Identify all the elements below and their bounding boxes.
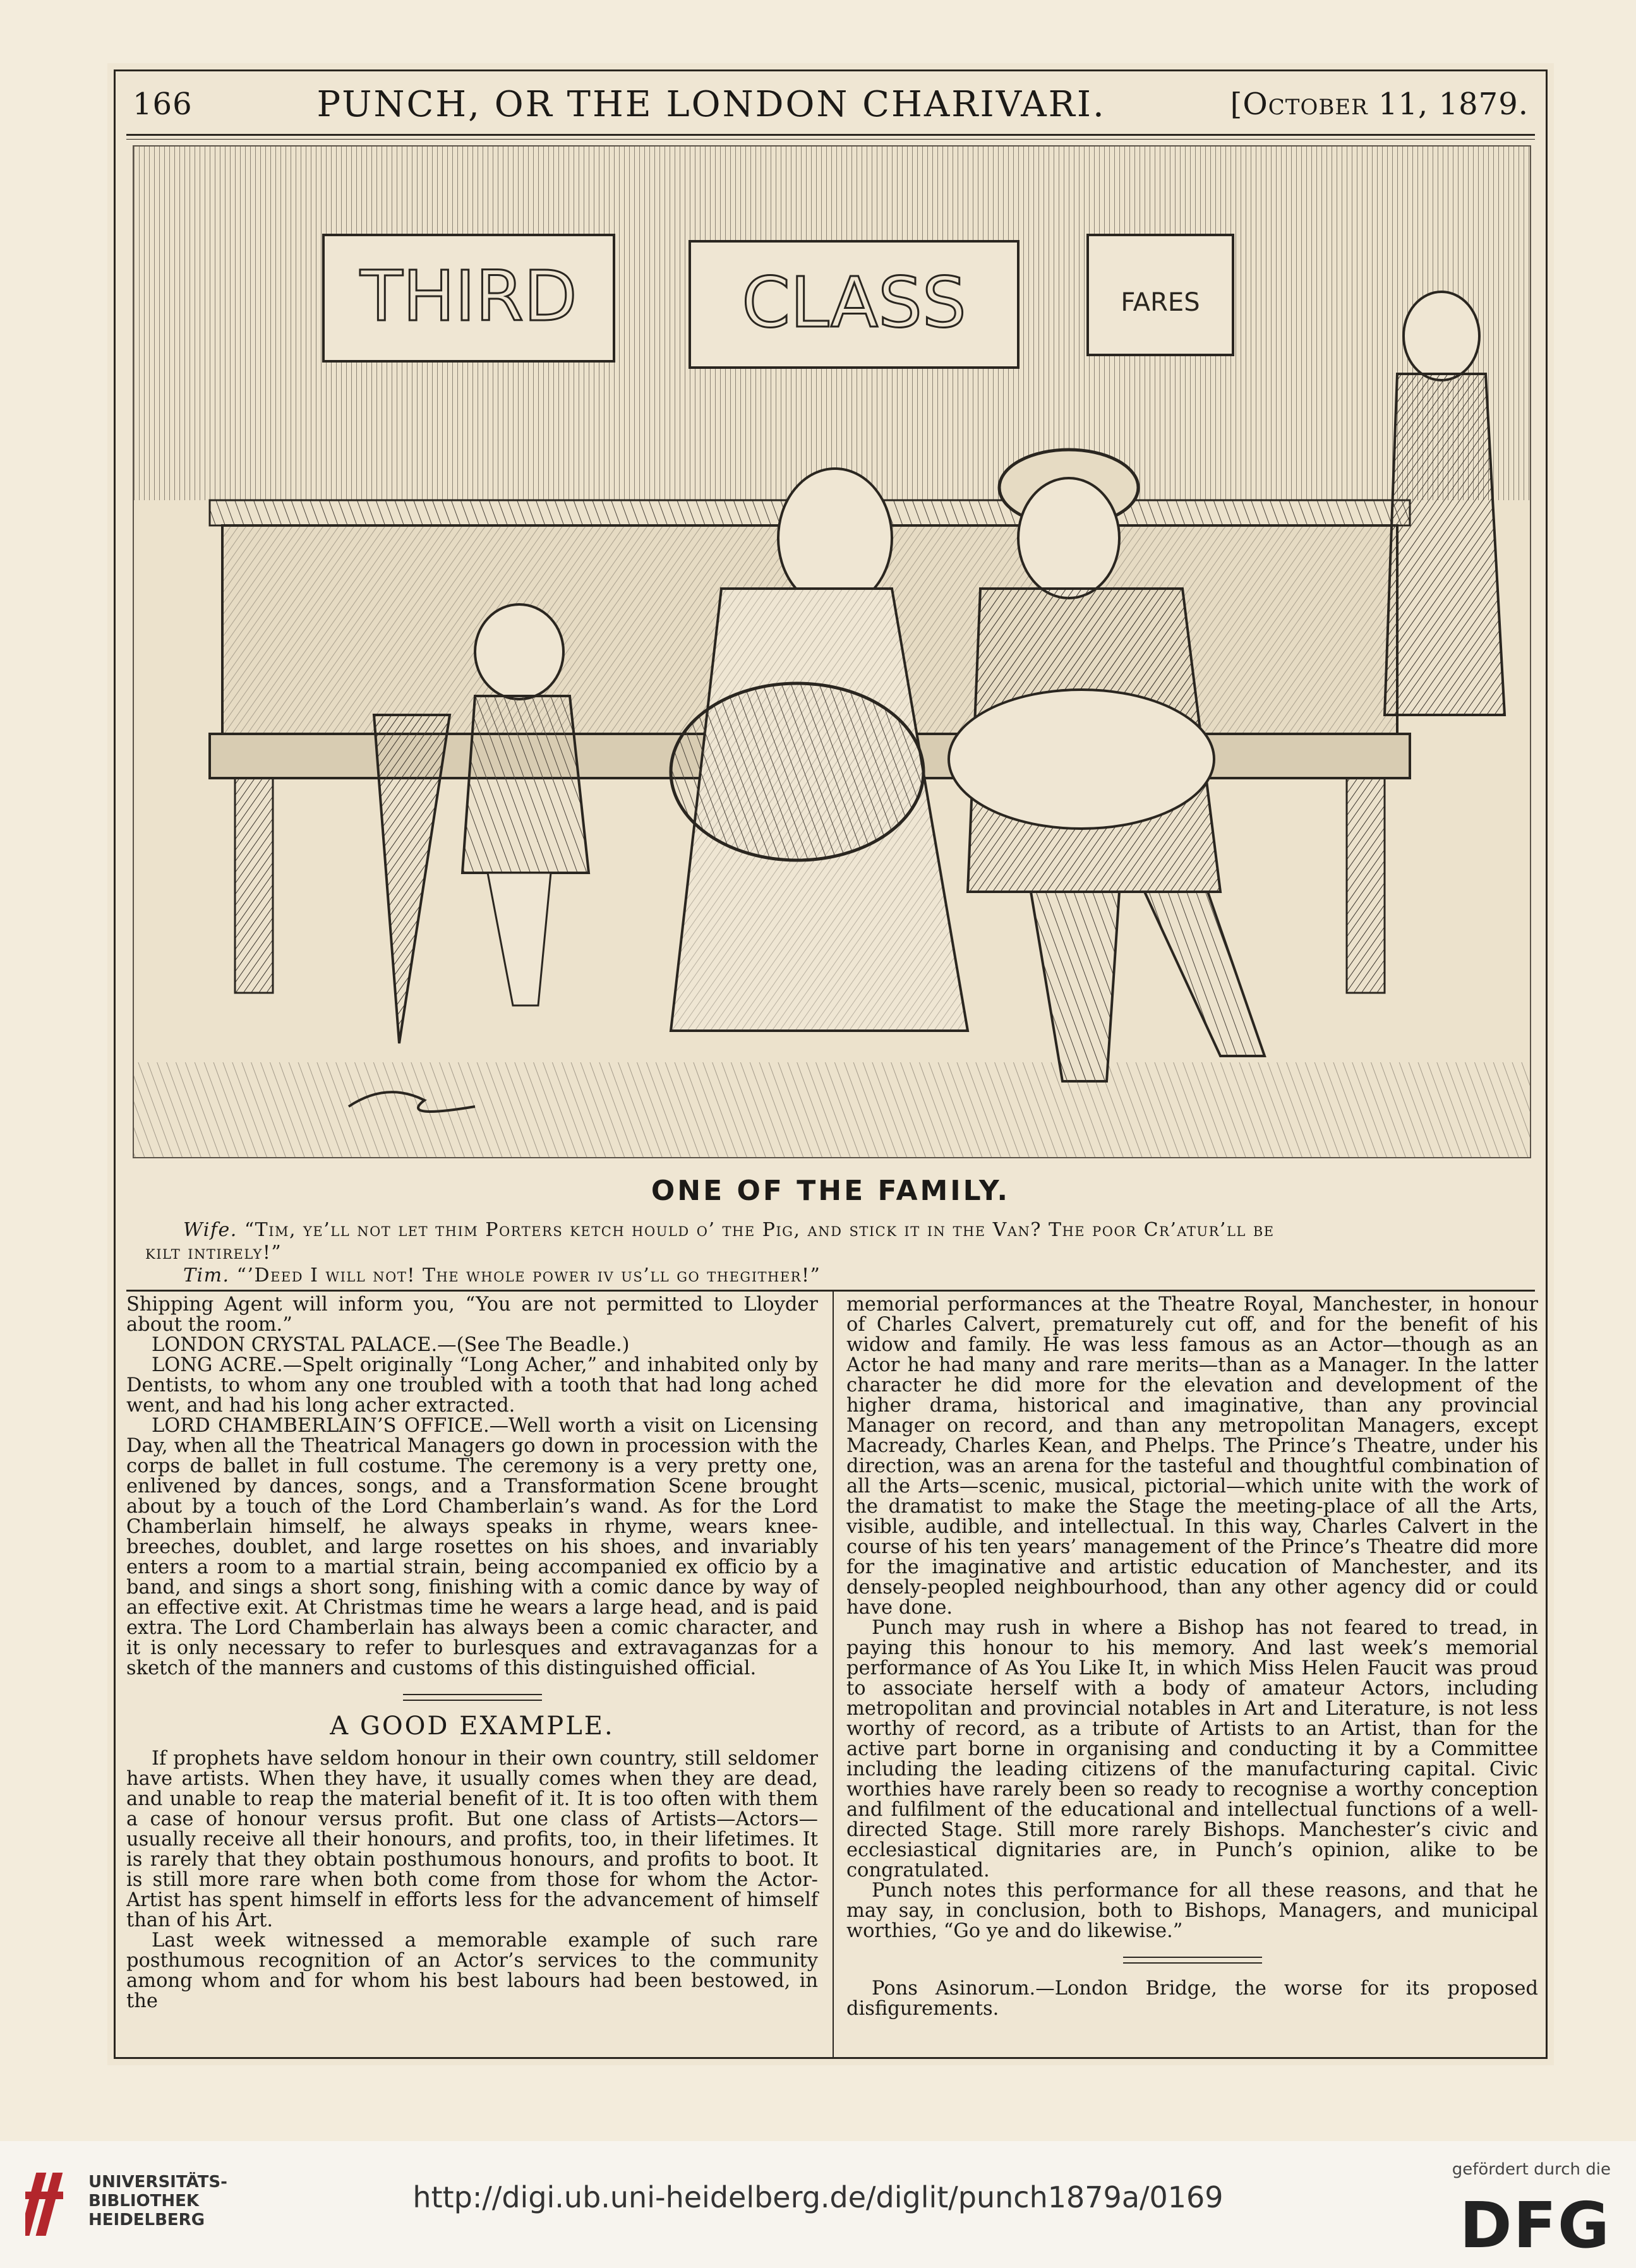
sign-fares: FARES bbox=[1121, 288, 1200, 317]
page-number: 166 bbox=[133, 87, 193, 122]
header-rule-thin bbox=[126, 139, 1535, 140]
good-example-paragraph-1: If prophets have seldom honour in their own country, still seldomer have artists. When they have, it usually comes when they are dead, and unable to reap the material benefit of it. It is too often with them a case of honour versus profit. But one class of Artists—Actors—usually receive all their honours, and profits, too, in their lifetimes. It is rarely that they obtain posthumous honours, and profits to boot. It is still more rare when both come from those for whom the Actor-Artist has spent himself in efforts less for the advancement of himself than of his Art. bbox=[126, 1748, 818, 1931]
good-example-paragraph-2: Last week witnessed a memorable example of such rare posthumous recognition of an Actor’s services to the community among whom and for whom his best labours had been bestowed, in the bbox=[126, 1929, 818, 2012]
caption-rule bbox=[126, 1290, 1535, 1292]
punch-bishop-paragraph: Punch may rush in where a Bishop has not feared to tread, in paying this honour to his memory. And last week’s memorial performance of As You Like It, in which Miss Helen Faucit was proud to associate herself with a body of amateur Actors, including metropolitan and provincial notables in Art and Literature, is not less worthy of record, as a tribute of Artists to an Artist, than for the active part borne in organising and conducting it by a Committee including the leading citizens of the manufacturing capital. Civic worthies have rarely been so ready to recognise a worthy conception and fulfilment of the educational and intellectual functions of a well-directed Stage. Still more rarely Bishops. Manchester’s civic and ecclesiastical dignitaries are, in Punch’s opinion, alike to be congratulated. bbox=[846, 1617, 1538, 1881]
crystal-palace-paragraph: LONDON CRYSTAL PALACE.—(See The Beadle.) bbox=[152, 1334, 630, 1356]
funded-by-label: gefördert durch die bbox=[1452, 2160, 1611, 2179]
left-column bbox=[126, 1295, 818, 2012]
section-title: A GOOD EXAMPLE. bbox=[330, 1712, 615, 1741]
cartoon-title: ONE OF THE FAMILY. bbox=[651, 1175, 1011, 1207]
pons-asinorum-paragraph: Pons Asinorum.—London Bridge, the worse for its proposed disfigurements. bbox=[846, 1977, 1538, 2020]
source-url-link[interactable]: http://digi.ub.uni-heidelberg.de/diglit/punch1879a/0169 bbox=[412, 2180, 1224, 2214]
masthead-title: PUNCH, OR THE LONDON CHARIVARI. bbox=[316, 83, 1106, 125]
tim-quote: “’Deed I will not! The whole power iv us’ll go thegither!” bbox=[236, 1264, 821, 1287]
sign-class: CLASS bbox=[742, 262, 966, 343]
library-name-line-2: BIBLIOTHEK bbox=[88, 2192, 200, 2211]
sign-third: THIRD bbox=[360, 256, 577, 337]
dfg-logo: DFG bbox=[1459, 2188, 1611, 2262]
caption-wife-cont: kilt intirely!” bbox=[145, 1242, 282, 1264]
right-column bbox=[846, 1295, 1538, 2019]
caption-wife-line bbox=[145, 1219, 1529, 1241]
header-rule bbox=[126, 134, 1535, 136]
library-name-line-1: UNIVERSITÄTS- bbox=[88, 2173, 227, 2192]
newspaper-page bbox=[107, 63, 1554, 2065]
section-divider bbox=[403, 1694, 542, 1701]
long-acre-paragraph: LONG ACRE.—Spelt originally “Long Acher,” and inhabited only by Dentists, to whom any one troubled with a tooth that had long ached went, and had his long acher extracted. bbox=[126, 1354, 818, 1417]
cartoon-drawing bbox=[134, 147, 1530, 1157]
wife-speaker: Wife. bbox=[183, 1219, 238, 1241]
cartoon-illustration bbox=[133, 145, 1531, 1158]
wife-quote: “Tim, ye’ll not let thim Porters ketch hould o’ the Pig, and stick it in the Van? The poor Cr’atur’ll be bbox=[244, 1219, 1275, 1241]
shipping-agent-paragraph: Shipping Agent will inform you, “You are not permitted to Lloyder about the room.” bbox=[126, 1293, 818, 1336]
issue-date: [October 11, 1879. bbox=[1230, 87, 1529, 122]
lord-chamberlain-paragraph: LORD CHAMBERLAIN’S OFFICE.—Well worth a visit on Licensing Day, when all the Theatrical Managers go down in procession with the corps de ballet in full costume. The ceremony is a very pretty one, enlivened by dances, songs, and a Transformation Scene brought about by a touch of the Lord Chamberlain’s wand. As for the Lord Chamberlain himself, he always speaks in rhyme, wears knee-breeches, doublet, and large rosettes on his shoes, and invariably enters a room to a martial strain, being accompanied ex officio by a band, and sings a short song, finishing with a comic dance by way of an effective exit. At Christmas time he wears a large head, and is paid extra. The Lord Chamberlain has always been a comic character, and it is only necessary to refer to burlesques and extravaganzas for a sketch of the manners and customs of this distinguished official. bbox=[126, 1415, 818, 1679]
right-section-divider bbox=[1123, 1957, 1262, 1964]
digitization-footer bbox=[0, 2141, 1636, 2268]
column-divider bbox=[833, 1292, 834, 2059]
tim-speaker: Tim. bbox=[183, 1264, 230, 1287]
page-header bbox=[107, 76, 1554, 133]
memorial-paragraph: memorial performances at the Theatre Royal, Manchester, in honour of Charles Calvert, prematurely cut off, and for the benefit of his widow and family. He was less famous as an Actor—though as an Actor he had many and rare merits—than as a Manager. In the latter character he did more for the elevation and development of the higher drama, historical and imaginative, than any provincial Manager on record, and than any metropolitan Managers, except Macready, Charles Kean, and Phelps. The Prince’s Theatre, under his direction, was an arena for the tasteful and thoughtful combination of all the Arts—scenic, musical, pictorial—which unite with the work of the dramatist to make the Stage the meeting-place of all the Arts, visible, audible, and intellectual. In this way, Charles Calvert in the course of his ten years’ management of the Prince’s Theatre did more for the imaginative and artistic education of Manchester, and its densely-peopled neighbourhood, than any other agency did or could have done. bbox=[846, 1293, 1538, 1619]
caption-tim-line bbox=[145, 1264, 1529, 1287]
library-name-line-3: HEIDELBERG bbox=[88, 2211, 205, 2229]
punch-notes-paragraph: Punch notes this performance for all these reasons, and that he may say, in conclusion, both to Bishops, Managers, and municipal worthies, “Go ye and do likewise.” bbox=[846, 1880, 1538, 1942]
